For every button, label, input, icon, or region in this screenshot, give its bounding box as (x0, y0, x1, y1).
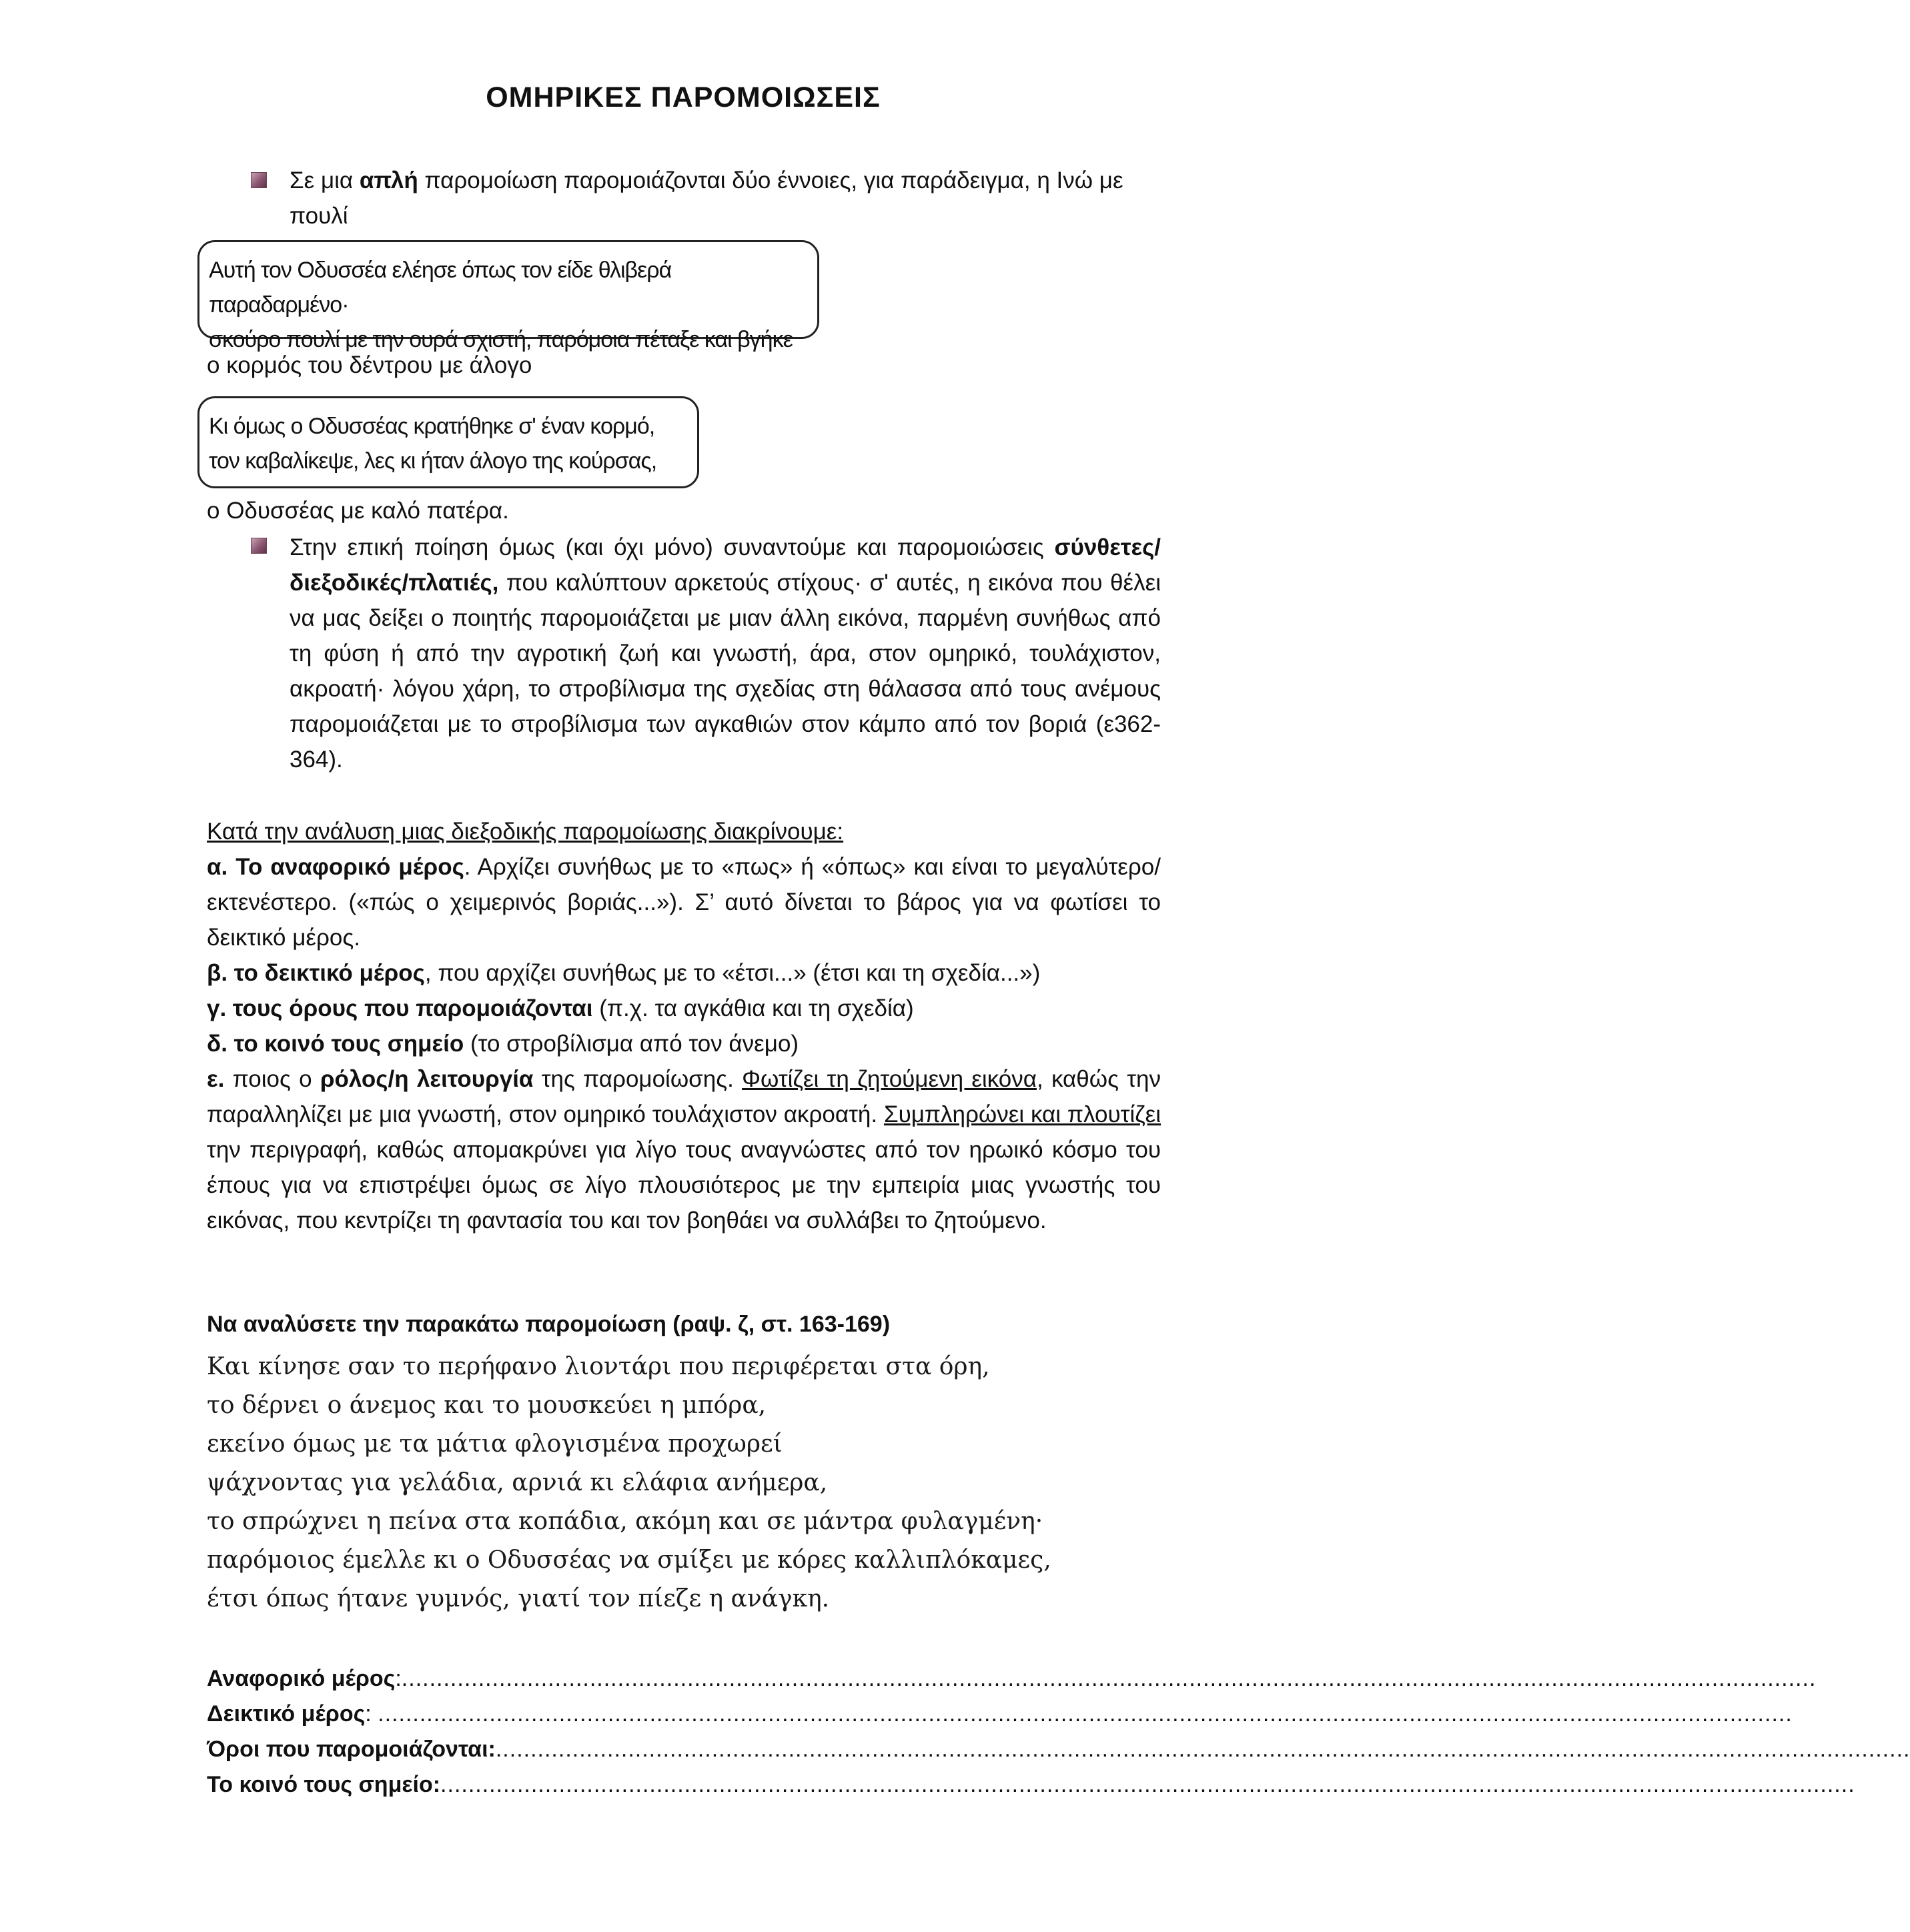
bullet1-bold: απλή (359, 167, 418, 193)
poem-line: έτσι όπως ήτανε γυμνός, γιατί τον πίεζε η ανάγκη. (207, 1585, 830, 1612)
item-c-label: γ. τους όρους που παρομοιάζονται (207, 995, 593, 1021)
page-title: ΟΜΗΡΙΚΕΣ ΠΑΡΟΜΟΙΩΣΕΙΣ (486, 81, 881, 113)
line-tree-horse: ο κορμός του δέντρου με άλογο (207, 352, 532, 378)
answer-blank[interactable]: ........................................................................................................................................................................................................... (378, 1701, 1793, 1727)
line-father: ο Οδυσσέας με καλό πατέρα. (207, 498, 509, 524)
quote1-line1: Αυτή τον Οδυσσέα ελέησε όπως τον είδε θλιβερά παραδαρμένο· (209, 258, 672, 318)
analysis-item-c (207, 991, 1161, 1026)
quote1-line2: σκούρο πουλί με την ουρά σχιστή, παρόμοια πέταξε και βγήκε (209, 327, 793, 352)
item-a-label: α. Το αναφορικό μέρος (207, 854, 464, 880)
bullet2-post: που καλύπτουν αρκετούς στίχους· σ' αυτές, η εικόνα που θέλει να μας δείξει ο ποιητής παρομοιάζεται με μιαν άλλη εικόνα, παρμένη συνήθως από τη φύση ή από την αγροτική ζωή και γνωστή, άρα, στον ομηρικό, τουλάχιστον, ακροατή· λόγου χάρη, το στροβίλισμα της σχεδίας στη θάλασσα από τους ανέμους παρομοιάζεται με το στροβίλισμα των αγκαθιών στον κάμπο από τον βοριά (ε362-364). (290, 570, 1161, 773)
field-common-point (207, 1767, 1855, 1803)
answer-blank[interactable]: ........................................................................................................................................................................................................... (401, 1666, 1817, 1691)
field-label: Το κοινό τους σημείο: (207, 1772, 441, 1797)
field-separator: : (365, 1701, 378, 1727)
analysis-item-d (207, 1026, 1161, 1061)
quote2-line2: τον καβαλίκεψε, λες κι ήταν άλογο της κούρσας, (209, 448, 657, 474)
item-e-text1: ποιος ο (224, 1066, 320, 1092)
analysis-item-e (207, 1061, 1161, 1238)
item-a-text: . Αρχίζει συνήθως με το «πως» ή «όπως» και είναι το μεγαλύτερο/εκτενέστερο. («πώς ο χειμερινός βοριάς...»). Σ’ αυτό δίνεται το βάρος για να φωτίσει το δεικτικό μέρος. (207, 854, 1161, 951)
answer-fields (207, 1661, 1910, 1803)
answer-blank[interactable]: ........................................................................................................................................................................................................... (440, 1772, 1855, 1797)
analysis-heading: Κατά την ανάλυση μιας διεξοδικής παρομοίωσης διακρίνουμε: (207, 819, 844, 845)
field-indicative-part (207, 1697, 1793, 1732)
item-e-role: ρόλος/η λειτουργία (320, 1066, 534, 1092)
item-e-text4: την περιγραφή, καθώς απομακρύνει για λίγο τους αναγνώστες από τον ηρωικό κόσμο του έπους για να επιστρέψει όμως σε λίγο πλουσιότερος με την εμπειρία μιας γνωστής του εικόνας, που κεντρίζει τη φαντασία του και τον βοηθάει να συλλάβει το ζητούμενο. (207, 1137, 1161, 1234)
quote-box-bird (197, 240, 819, 352)
field-separator: : (395, 1666, 402, 1691)
poem-line: ψάχνοντας για γελάδια, αρνιά κι ελάφια ανήμερα, (207, 1469, 828, 1496)
item-d-label: δ. το κοινό τους σημείο (207, 1031, 464, 1057)
field-reference-part (207, 1661, 1817, 1697)
field-label: Δεικτικό μέρος (207, 1701, 366, 1727)
task-heading: Να αναλύσετε την παρακάτω παρομοίωση (ραψ. ζ, στ. 163-169) (207, 1312, 891, 1337)
item-d-text: (το στροβίλισμα από τον άνεμο) (464, 1031, 799, 1057)
item-c-text: (π.χ. τα αγκάθια και τη σχεδία) (592, 995, 914, 1021)
analysis-section (207, 814, 1161, 1238)
field-label: Αναφορικό μέρος (207, 1666, 396, 1691)
item-e-underline1: Φωτίζει τη ζητούμενη εικόνα (742, 1066, 1037, 1092)
bullet-paragraph-simple (290, 163, 1163, 233)
bullet1-pre: Σε μια (290, 167, 360, 193)
bullet-icon (251, 172, 267, 188)
bullet-paragraph-complex (290, 530, 1161, 777)
answer-blank[interactable]: ........................................................................................................................................................................................................... (495, 1737, 1910, 1762)
field-compared-terms (207, 1732, 1910, 1767)
item-e-label: ε. (207, 1066, 225, 1092)
quote-box-horse (197, 396, 699, 488)
bullet1-post: παρομοίωση παρομοιάζονται δύο έννοιες, για παράδειγμα, η Ινώ με πουλί (290, 167, 1123, 229)
bullet2-bold: σύνθετες/διεξοδικές/πλατιές, (290, 534, 1161, 596)
analysis-item-a (207, 849, 1161, 955)
item-b-text: , που αρχίζει συνήθως με το «έτσι...» (έτσι και τη σχεδία...») (424, 960, 1041, 986)
poem-line: Και κίνησε σαν το περήφανο λιοντάρι που περιφέρεται στα όρη, (207, 1353, 990, 1380)
poem-line: το δέρνει ο άνεμος και το μουσκεύει η μπόρα, (207, 1392, 767, 1419)
poem-line: παρόμοιος έμελλε κι ο Οδυσσέας να σμίξει με κόρες καλλιπλόκαμες, (207, 1546, 1051, 1574)
bullet-icon (251, 538, 267, 554)
item-e-text2: της παρομοίωσης. (533, 1066, 743, 1092)
poem-line: το σπρώχνει η πείνα στα κοπάδια, ακόμη και σε μάντρα φυλαγμένη· (207, 1508, 1043, 1535)
analysis-item-b (207, 955, 1161, 991)
item-e-underline2: Συμπληρώνει και πλουτίζει (883, 1101, 1161, 1127)
bullet2-pre: Στην επική ποίηση όμως (και όχι μόνο) συναντούμε και παρομοιώσεις (290, 534, 1055, 560)
item-b-label: β. το δεικτικό μέρος (207, 960, 425, 986)
poem-excerpt (207, 1348, 1167, 1618)
field-label: Όροι που παρομοιάζονται: (207, 1737, 496, 1762)
item-e-text3: , καθώς την παραλληλίζει με μια γνωστή, στον ομηρικό τουλάχιστον ακροατή. (207, 1066, 1161, 1127)
poem-line: εκείνο όμως με τα μάτια φλογισμένα προχωρεί (207, 1430, 783, 1458)
quote2-line1: Κι όμως ο Οδυσσέας κρατήθηκε σ' έναν κορμό, (209, 414, 655, 439)
